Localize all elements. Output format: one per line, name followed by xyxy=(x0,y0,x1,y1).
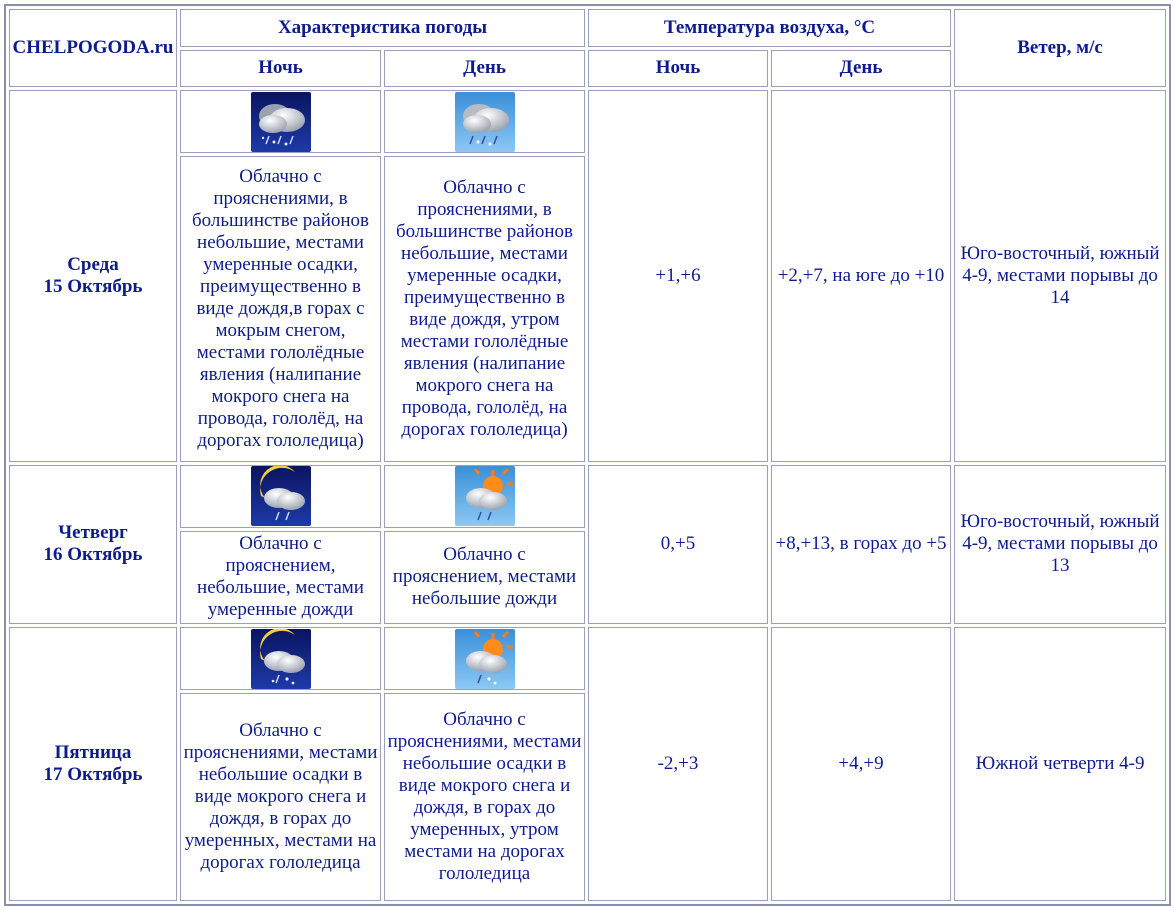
night-description: Облачно с прояснениями, в большинстве районов небольшие, местами умеренные осадки, преимущественно в виде дождя,в горах с мокрым снегом, местами гололёдные явления (налипание мокрого снега на провода, гололёд, на дорогах гололедица) xyxy=(180,156,381,461)
night-description: Облачно с прояснениями, местами небольшие осадки в виде мокрого снега и дождя, в горах до умеренных, местами на дорогах гололедица xyxy=(180,693,381,901)
weekday: Среда xyxy=(67,253,119,275)
day-icon-cell xyxy=(384,465,585,528)
date: 16 Октябрь xyxy=(43,544,143,566)
temp-night: 0,+5 xyxy=(588,465,768,625)
temp-day: +8,+13, в горах до +5 xyxy=(771,465,951,625)
wind: Юго-восточный, южный 4-9, местами порывы до 13 xyxy=(954,465,1166,625)
day-description: Облачно с прояснениями, местами небольшие осадки в виде мокрого снега и дождя, в горах до умеренных, утром местами на дорогах гололедица xyxy=(384,693,585,901)
weekday: Пятница xyxy=(54,742,132,764)
wind-header: Ветер, м/с xyxy=(954,9,1166,87)
day-icon-cell xyxy=(384,90,585,153)
weather-group-header: Характеристика погоды xyxy=(180,9,585,47)
date: 15 Октябрь xyxy=(43,275,143,297)
temp-night-header: Ночь xyxy=(588,50,768,88)
night-icon-cell xyxy=(180,90,381,153)
day-cloud-rain-snow-icon xyxy=(455,92,515,152)
temp-day-header: День xyxy=(771,50,951,88)
weekday: Четверг xyxy=(58,522,128,544)
night-icon-cell xyxy=(180,465,381,528)
day-label xyxy=(9,90,177,461)
temp-day: +2,+7, на юге до +10 xyxy=(771,90,951,461)
night-icon-cell xyxy=(180,627,381,690)
day-label xyxy=(9,465,177,625)
forecast-table xyxy=(4,4,1171,906)
moon-cloud-rain-snow-icon xyxy=(251,629,311,689)
night-description: Облачно с прояснением, небольшие, местами умеренные дожди xyxy=(180,531,381,625)
temperature-group-header: Температура воздуха, °C xyxy=(588,9,951,47)
temp-night: -2,+3 xyxy=(588,627,768,901)
moon-cloud-rain-icon xyxy=(251,466,311,526)
temp-day: +4,+9 xyxy=(771,627,951,901)
site-brand: CHELPOGODA.ru xyxy=(9,9,177,87)
night-cloud-rain-snow-icon xyxy=(251,92,311,152)
date: 17 Октябрь xyxy=(43,764,143,786)
day-description: Облачно с прояснением, местами небольшие дожди xyxy=(384,531,585,625)
day-label xyxy=(9,627,177,901)
day-description: Облачно с прояснениями, в большинстве районов небольшие, местами умеренные осадки, преимущественно в виде дождя, утром местами гололёдные явления (налипание мокрого снега на провода, гололёд, на дорогах гололедица) xyxy=(384,156,585,461)
wind: Юго-восточный, южный 4-9, местами порывы до 14 xyxy=(954,90,1166,461)
weather-night-header: Ночь xyxy=(180,50,381,88)
sun-cloud-rain-snow-icon xyxy=(455,629,515,689)
temp-night: +1,+6 xyxy=(588,90,768,461)
weather-day-header: День xyxy=(384,50,585,88)
sun-cloud-rain-icon xyxy=(455,466,515,526)
wind: Южной четверти 4-9 xyxy=(954,627,1166,901)
day-icon-cell xyxy=(384,627,585,690)
